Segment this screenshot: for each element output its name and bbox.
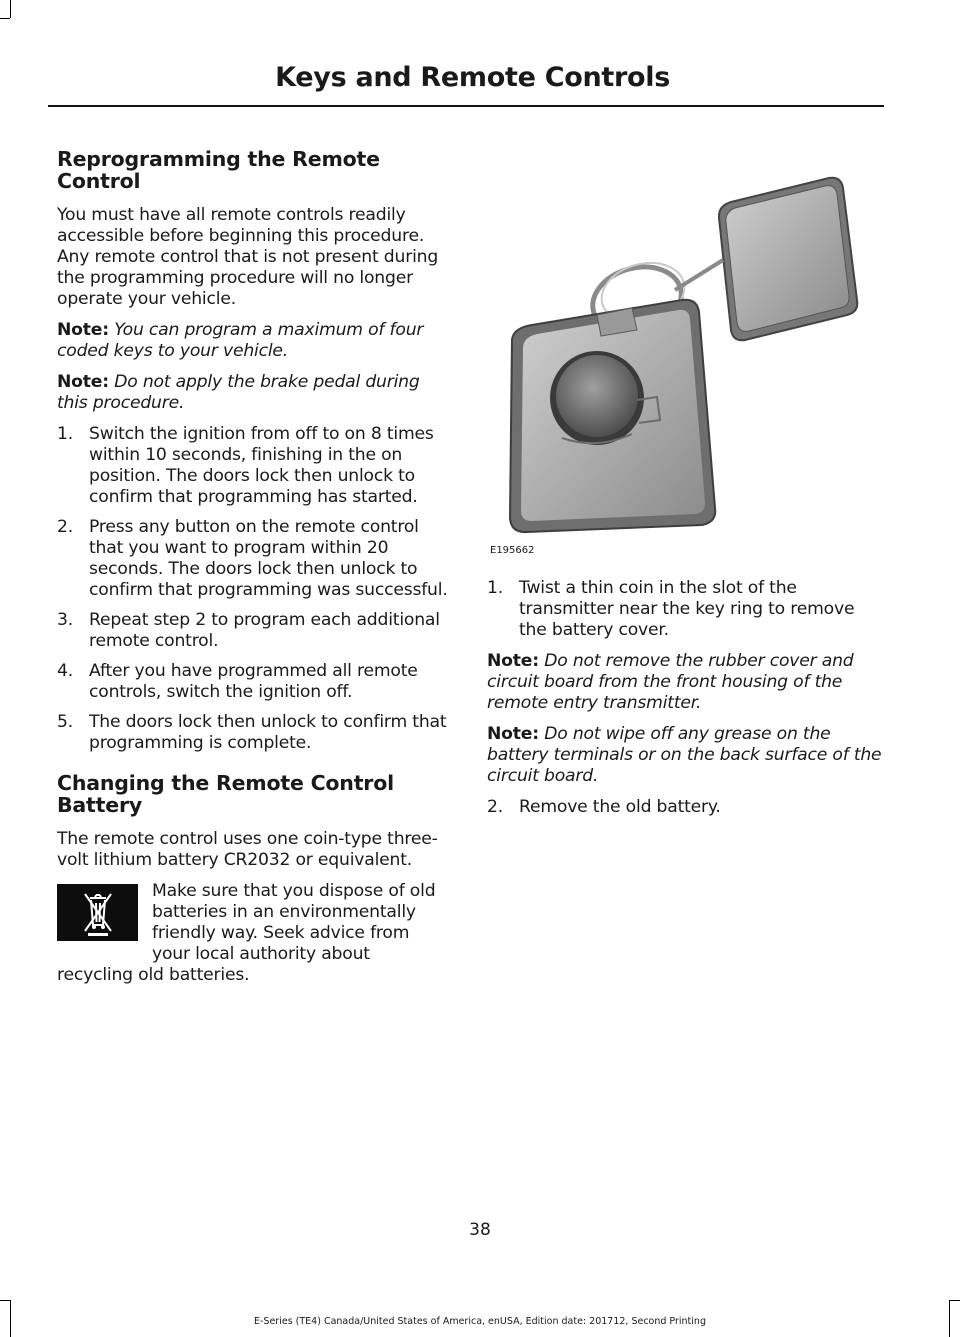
crop-mark [0, 1300, 10, 1301]
crop-mark [0, 18, 10, 19]
note-label: Note: [487, 651, 539, 671]
list-item [487, 578, 883, 641]
step-text: Press any button on the remote control that you want to program within 20 seconds. The doors lock then unlock to confirm that programming was successful. [89, 517, 448, 600]
figure-label: E195662 [490, 545, 535, 556]
crop-mark [10, 0, 11, 18]
section-heading-battery: Changing the Remote Control Battery [57, 771, 394, 817]
page-title: Keys and Remote Controls [275, 62, 670, 93]
step-number: 3. [57, 610, 73, 630]
note-label: Note: [57, 372, 109, 392]
battery-steps [487, 578, 883, 641]
section-heading-reprogramming: Reprogramming the Remote Control [57, 147, 380, 193]
step-text: Remove the old battery. [519, 797, 721, 817]
note-label: Note: [487, 724, 539, 744]
remote-transmitter [510, 300, 715, 532]
step-text: Twist a thin coin in the slot of the transmitter near the key ring to remove the battery cover. [519, 578, 855, 640]
note-text: Do not remove the rubber cover and circuit board from the front housing of the remote entry transmitter. [487, 651, 854, 713]
battery-paragraph: The remote control uses one coin-type three-volt lithium battery CR2032 or equivalent. [57, 829, 438, 870]
step-text: Switch the ignition from off to on 8 times within 10 seconds, finishing in the on position. The doors lock then unlock to confirm that programming has started. [89, 424, 434, 507]
left-column [57, 148, 449, 986]
list-item [57, 712, 449, 754]
intro-paragraph: You must have all remote controls readily accessible before beginning this procedure. Any remote control that is not present during the programming procedure will no longer operate your vehicle. [57, 205, 439, 309]
list-item [57, 424, 449, 508]
key-tag-plate [719, 178, 857, 341]
header-divider [48, 105, 884, 107]
note-max-keys [57, 320, 449, 362]
note-rubber-cover [487, 651, 883, 714]
step-number: 2. [57, 517, 73, 537]
crossed-bin-icon [57, 884, 138, 941]
disposal-notice [57, 881, 449, 986]
step-number: 2. [487, 797, 503, 817]
disposal-text: Make sure that you dispose of old batteries in an environmentally friendly way. Seek advice from your local authority about recycling old batteries. [57, 881, 436, 985]
step-number: 1. [57, 424, 73, 444]
right-column [487, 578, 883, 828]
footer-edition: E-Series (TE4) Canada/United States of America, enUSA, Edition date: 201712, Second Printing [254, 1316, 706, 1327]
note-text: Do not wipe off any grease on the battery terminals or on the back surface of the circuit board. [487, 724, 882, 786]
note-text: Do not apply the brake pedal during this procedure. [57, 372, 420, 413]
step-text: After you have programmed all remote controls, switch the ignition off. [89, 661, 418, 702]
key-fob-illustration [487, 150, 883, 560]
battery-steps-continued [487, 797, 883, 818]
list-item [57, 610, 449, 652]
step-number: 5. [57, 712, 73, 732]
note-text: You can program a maximum of four coded keys to your vehicle. [57, 320, 424, 361]
step-number: 1. [487, 578, 503, 598]
step-text: Repeat step 2 to program each additional remote control. [89, 610, 440, 651]
list-item [57, 517, 449, 601]
list-item [487, 797, 883, 818]
note-brake-pedal [57, 372, 449, 414]
page-number: 38 [469, 1220, 491, 1240]
programming-steps [57, 424, 449, 754]
note-label: Note: [57, 320, 109, 340]
note-grease [487, 724, 883, 787]
step-text: The doors lock then unlock to confirm that programming is complete. [89, 712, 447, 753]
step-number: 4. [57, 661, 73, 681]
list-item [57, 661, 449, 703]
crop-mark [950, 1300, 960, 1301]
